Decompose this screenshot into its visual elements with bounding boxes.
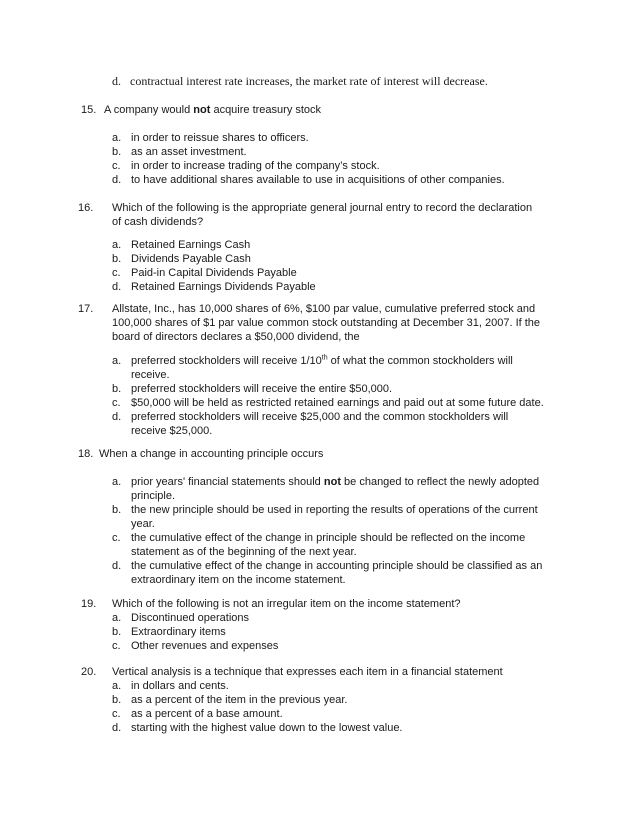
q18-opt-b-text: the new principle should be used in reporting the results of operations of the current — [131, 504, 538, 516]
q15-opt-d-text: to have additional shares available to use in acquisitions of other companies. — [131, 174, 505, 186]
q16-opt-b-letter: b. — [112, 253, 122, 265]
q18-stem: When a change in accounting principle occurs — [99, 448, 324, 460]
q16-opt-a-letter: a. — [112, 239, 122, 251]
q17-opt-a-letter: a. — [112, 355, 122, 367]
q17-stem-line3: board of directors declares a $50,000 dividend, the — [112, 331, 360, 343]
q19-opt-b-text: Extraordinary items — [131, 626, 226, 638]
q17-stem-line2: 100,000 shares of $1 par value common stock outstanding at December 31, 2007. If the — [112, 317, 541, 329]
q17-opt-c-letter: c. — [112, 397, 121, 409]
top-option-letter: d. — [112, 74, 121, 88]
q15-opt-c-letter: c. — [112, 160, 121, 172]
q19-opt-b-letter: b. — [112, 626, 122, 638]
q18-opt-c-letter: c. — [112, 532, 121, 544]
q16-stem-line1: Which of the following is the appropriate general journal entry to record the declaration — [112, 202, 533, 214]
q16-opt-c-text: Paid-in Capital Dividends Payable — [131, 267, 297, 279]
q17-opt-a-continuation: receive. — [131, 369, 170, 381]
q15-opt-a-letter: a. — [112, 132, 122, 144]
q19-opt-c-text: Other revenues and expenses — [131, 640, 279, 652]
q15-opt-b-text: as an asset investment. — [131, 146, 247, 158]
q15-opt-d-letter: d. — [112, 174, 122, 186]
q18-opt-d-continuation: extraordinary item on the income statement. — [131, 574, 346, 586]
q18-opt-d-text: the cumulative effect of the change in accounting principle should be classified as an — [131, 560, 543, 572]
q15-stem: A company would not acquire treasury stock — [104, 104, 322, 116]
q18-opt-a-continuation: principle. — [131, 490, 176, 502]
q17-opt-d-continuation: receive $25,000. — [131, 425, 213, 437]
q17-opt-b-letter: b. — [112, 383, 122, 395]
q18-opt-d-letter: d. — [112, 560, 122, 572]
q19-opt-a-letter: a. — [112, 612, 122, 624]
q19-opt-c-letter: c. — [112, 640, 121, 652]
q16-stem-line2: of cash dividends? — [112, 216, 204, 228]
q20-opt-b-text: as a percent of the item in the previous year. — [131, 694, 348, 706]
q19-number: 19. — [81, 598, 97, 610]
q16-opt-d-letter: d. — [112, 281, 122, 293]
q20-opt-a-letter: a. — [112, 680, 122, 692]
q15-opt-b-letter: b. — [112, 146, 122, 158]
q17-opt-b-text: preferred stockholders will receive the entire $50,000. — [131, 383, 393, 395]
q20-stem: Vertical analysis is a technique that expresses each item in a financial statement — [112, 666, 503, 678]
q18-opt-b-letter: b. — [112, 504, 122, 516]
q15-opt-c-text: in order to increase trading of the company’s stock. — [131, 160, 380, 172]
q18-opt-a-text: prior years' financial statements should not be changed to reflect the newly adopted — [131, 476, 540, 488]
q20-opt-a-text: in dollars and cents. — [131, 680, 229, 692]
q20-opt-c-letter: c. — [112, 708, 121, 720]
top-option-text: contractual interest rate increases, the market rate of interest will decrease. — [130, 74, 488, 88]
q15-opt-a-text: in order to reissue shares to officers. — [131, 132, 309, 144]
q16-opt-c-letter: c. — [112, 267, 121, 279]
q17-opt-d-letter: d. — [112, 411, 122, 423]
q18-opt-b-continuation: year. — [131, 518, 155, 530]
q19-opt-a-text: Discontinued operations — [131, 612, 250, 624]
q17-opt-a-text: preferred stockholders will receive 1/10th of what the common stockholders will — [131, 354, 513, 367]
q16-number: 16. — [78, 202, 94, 214]
q18-number: 18. — [78, 448, 94, 460]
q20-opt-c-text: as a percent of a base amount. — [131, 708, 283, 720]
q15-number: 15. — [81, 104, 97, 116]
q18-opt-c-text: the cumulative effect of the change in principle should be reflected on the income — [131, 532, 526, 544]
q19-stem: Which of the following is not an irregular item on the income statement? — [112, 598, 461, 610]
q17-opt-d-text: preferred stockholders will receive $25,000 and the common stockholders will — [131, 411, 509, 423]
q18-opt-a-letter: a. — [112, 476, 122, 488]
q20-number: 20. — [81, 666, 97, 678]
q16-opt-d-text: Retained Earnings Dividends Payable — [131, 281, 316, 293]
q17-number: 17. — [78, 303, 94, 315]
q20-opt-d-text: starting with the highest value down to the lowest value. — [131, 722, 403, 734]
q20-opt-d-letter: d. — [112, 722, 122, 734]
q16-opt-b-text: Dividends Payable Cash — [131, 253, 251, 265]
q17-stem-line1: Allstate, Inc., has 10,000 shares of 6%, $100 par value, cumulative preferred stock and — [112, 303, 536, 315]
q16-opt-a-text: Retained Earnings Cash — [131, 239, 251, 251]
q17-opt-c-text: $50,000 will be held as restricted retained earnings and paid out at some future date. — [131, 397, 544, 409]
q20-opt-b-letter: b. — [112, 694, 122, 706]
q18-opt-c-continuation: statement as of the beginning of the next year. — [131, 546, 357, 558]
